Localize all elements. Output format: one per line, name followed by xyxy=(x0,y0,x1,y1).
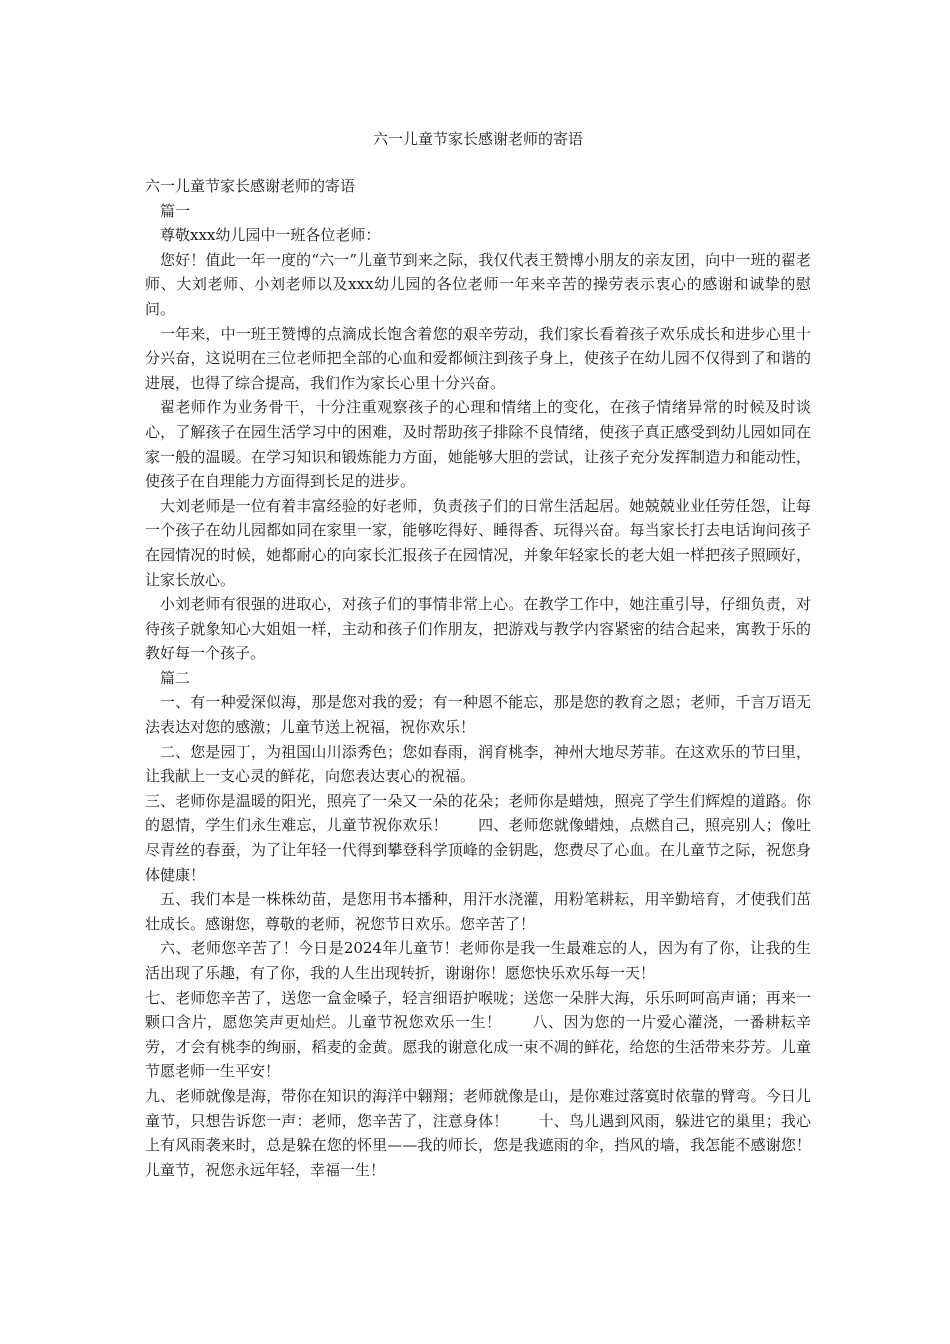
wish-item: 二、您是园丁，为祖国山川添秀色；您如春雨，润育桃李，神州大地尽芳菲。在这欢乐的节曰里，让我献上一支心灵的鲜花，向您表达衷心的祝福。 xyxy=(145,742,811,786)
paragraph: 大刘老师是一位有着丰富经验的好老师，负责孩子们的日常生活起居。她兢兢业业任劳任怨，让每一个孩子在幼儿园都如同在家里一家，能够吃得好、睡得香、玩得兴奋。每当家长打去电话询问孩子在园情况的时候，她都耐心的向家长汇报孩子在园情况，并象年轻家长的老大姐一样把孩子照顾好，让家长放心。 xyxy=(145,496,811,589)
document-title: 六一儿童节家长感谢老师的寄语 xyxy=(372,130,583,148)
wish-item: 三、老师你是温暖的阳光，照亮了一朵又一朵的花朵；老师你是蜡烛，照亮了学生们辉煌的道路。你的恩情，学生们永生难忘，儿童节祝你欢乐！ 四、老师您就像蜡烛，点燃自己，照亮别人；像吐尽青丝的春蚕，为了让年轻一代得到攀登科学顶峰的金钥匙，您费尽了心血。在儿童节之际，祝您身体健康！ xyxy=(145,791,811,884)
body-heading: 六一儿童节家长感谢老师的寄语 xyxy=(145,177,356,195)
paragraph: 小刘老师有很强的进取心，对孩子们的事情非常上心。在教学工作中，她注重引导，仔细负责，对待孩子就象知心大姐姐一样，主动和孩子们作朋友，把游戏与教学内容紧密的结合起来，寓教于乐的教好每一个孩子。 xyxy=(145,595,811,663)
paragraph: 一年来，中一班王赞博的点滴成长饱含着您的艰辛劳动，我们家长看着孩子欢乐成长和进步心里十分兴奋，这说明在三位老师把全部的心血和爱都倾注到孩子身上，使孩子在幼儿园不仅得到了和谐的进展，也得了综合提高，我们作为家长心里十分兴奋。 xyxy=(145,324,811,392)
wish-item: 七、老师您辛苦了，送您一盒金嗓子，轻言细语护喉咙；送您一朵胖大海，乐乐呵呵高声诵；再来一颗口含片，愿您笑声更灿烂。儿童节祝您欢乐一生！ 八、因为您的一片爱心灌浇，一番耕耘辛劳，才会有桃李的绚丽，稻麦的金黄。愿我的谢意化成一束不凋的鲜花，给您的生活带来芬芳。儿童节愿老师一生平安！ xyxy=(145,988,811,1081)
paragraph: 翟老师作为业务骨干，十分注重观察孩子的心理和情绪上的变化，在孩子情绪异常的时候及时谈心，了解孩子在园生活学习中的困难，及时帮助孩子排除不良情绪，使孩子真正感受到幼儿园如同在家一般的温暖。在学习知识和锻炼能力方面，她能够大胆的尝试，让孩子充分发挥制造力和能动性，使孩子在自理能力方面得到长足的进步。 xyxy=(145,398,811,491)
wish-item: 一、有一种爱深似海，那是您对我的爱；有一种恩不能忘，那是您的教育之恩；老师，千言万语无法表达对您的感激；儿童节送上祝福，祝你欢乐！ xyxy=(145,693,811,737)
section-label-2: 篇二 xyxy=(160,668,191,687)
document-body xyxy=(145,174,811,1182)
wish-item: 六、老师您辛苦了！今日是2024年儿童节！老师你是我一生最难忘的人，因为有了你，让我的生活出现了乐趣，有了你，我的人生出现转折，谢谢你！愿您快乐欢乐每一天！ xyxy=(145,939,811,982)
paragraph: 您好！值此一年一度的“六一”儿童节到来之际，我仅代表王赞博小朋友的亲友团，向中一班的翟老师、大刘老师、小刘老师以及xxx幼儿园的各位老师一年来辛苦的操劳表示衷心的感谢和诚挚的慰问。 xyxy=(145,250,811,318)
section-label-1: 篇一 xyxy=(160,201,191,220)
salutation: 尊敬xxx幼儿园中一班各位老师： xyxy=(160,226,381,245)
wish-item: 五、我们本是一株株幼苗，是您用书本播种，用汗水浇灌，用粉笔耕耘，用辛勤培育，才使我们茁壮成长。感谢您，尊敬的老师，祝您节日欢乐。您辛苦了！ xyxy=(145,890,811,933)
wish-item: 九、老师就像是海，带你在知识的海洋中翱翔；老师就像是山，是你难过落寞时依靠的臂弯。今日儿童节，只想告诉您一声：老师，您辛苦了，注意身体！ 十、鸟儿遇到风雨，躲进它的巢里；我心上有风雨袭来时，总是躲在您的怀里——我的师长，您是我遮雨的伞，挡风的墙，我怎能不感谢您！儿童节，祝您永远年轻，幸福一生！ xyxy=(145,1086,811,1179)
